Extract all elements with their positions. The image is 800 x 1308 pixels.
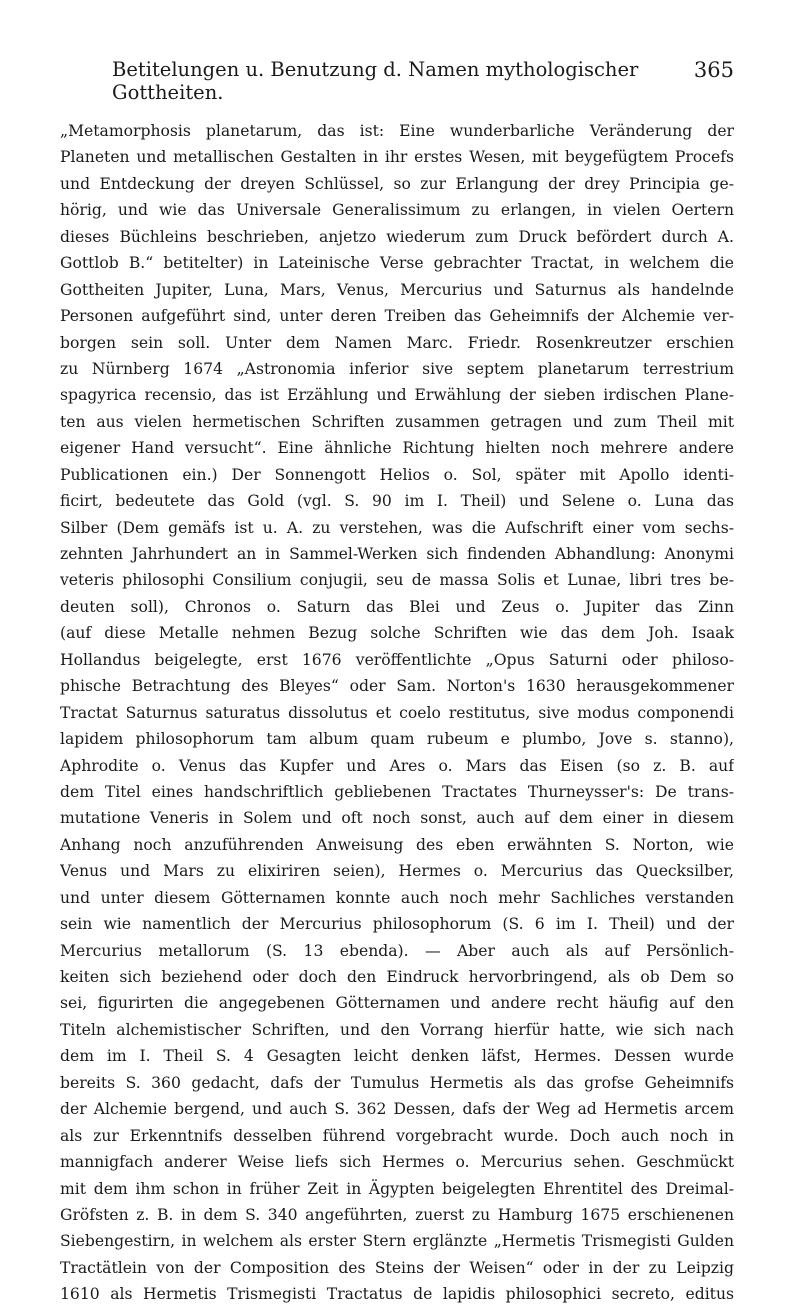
text-line: borgen sein soll. Unter dem Namen Marc. Friedr. Rosenkreutzer erschien xyxy=(60,333,734,352)
text-line: spagyrica recensio, das ist Erzählung und Erwählung der sieben irdischen Plane- xyxy=(60,386,734,405)
text-line: mit dem ihm schon in früher Zeit in Ägypten beigelegten Ehrentitel des Dreimal- xyxy=(60,1179,734,1198)
text-line: Hollandus beigelegte, erst 1676 veröffentlichte „Opus Saturni oder philoso- xyxy=(60,650,734,669)
text-line: sei, figurirten die angegebenen Götternamen und andere recht häufig auf den xyxy=(60,994,734,1013)
text-line: Titeln alchemistischer Schriften, und den Vorrang hierfür hatte, wie sich nach xyxy=(60,1020,734,1039)
text-line: Gottheiten Jupiter, Luna, Mars, Venus, Mercurius und Saturnus als handelnde xyxy=(60,280,734,299)
page-number: 365 xyxy=(693,58,734,82)
text-line: dem Titel eines handschriftlich gebliebenen Tractates Thurneysser's: De trans- xyxy=(60,782,734,801)
text-line: „Metamorphosis planetarum, das ist: Eine wunderbarliche Veränderung der xyxy=(60,122,734,140)
running-header xyxy=(60,58,734,104)
body-text xyxy=(60,118,734,1308)
text-line: (auf diese Metalle nehmen Bezug solche Schriften wie das dem Joh. Isaak xyxy=(60,624,734,643)
text-line: ten aus vielen hermetischen Schriften zusammen getragen und zum Theil mit xyxy=(60,412,734,431)
text-line: mannigfach anderer Weise liefs sich Hermes o. Mercurius sehen. Geschmückt xyxy=(60,1153,734,1172)
text-line: Aphrodite o. Venus das Kupfer und Ares o. Mars das Eisen (so z. B. auf xyxy=(60,756,734,775)
text-line: Anhang noch anzuführenden Anweisung des eben erwähnten S. Norton, wie xyxy=(60,835,734,854)
text-line: mutatione Veneris in Solem und oft noch sonst, auch auf dem einer in diesem xyxy=(60,809,734,828)
text-line: eigener Hand versucht“. Eine ähnliche Richtung hielten noch mehrere andere xyxy=(60,439,734,458)
text-line: Siebengestirn, in welchem als erster Stern erglänzte „Hermetis Trismegisti Gulden xyxy=(60,1232,734,1251)
text-line: Planeten und metallischen Gestalten in ihr erstes Wesen, mit beygefügtem Procefs xyxy=(60,148,734,167)
text-line: Venus und Mars zu elixiriren seien), Hermes o. Mercurius das Quecksilber, xyxy=(60,862,734,881)
text-line: Gottlob B.“ betitelter) in Lateinische Verse gebrachter Tractat, in welchem die xyxy=(60,254,734,273)
text-line: hörig, und wie das Universale Generalissimum zu erlangen, in vielen Oertern xyxy=(60,201,734,220)
text-line: Publicationen ein.) Der Sonnengott Helios o. Sol, später mit Apollo identi- xyxy=(60,465,734,484)
text-line: dem im I. Theil S. 4 Gesagten leicht denken läfst, Hermes. Dessen wurde xyxy=(60,1047,734,1066)
text-line: 1610 als Hermetis Trismegisti Tractatus de lapidis philosophici secreto, editus xyxy=(60,1285,734,1304)
text-line: als zur Erkenntnifs desselben führend vorgebracht wurde. Doch auch noch in xyxy=(60,1126,734,1145)
text-line: veteris philosophi Consilium conjugii, seu de massa Solis et Lunae, libri tres be- xyxy=(60,571,734,590)
text-line: und Entdeckung der dreyen Schlüssel, so zur Erlangung der drey Principia ge- xyxy=(60,174,734,193)
running-title: Betitelungen u. Benutzung d. Namen mythologischer Gottheiten. xyxy=(112,58,639,104)
text-line: Personen aufgeführt sind, unter deren Treiben das Geheimnifs der Alchemie ver- xyxy=(60,307,734,326)
text-line: sein wie namentlich der Mercurius philosophorum (S. 6 im I. Theil) und der xyxy=(60,915,734,934)
text-line: zehnten Jahrhundert an in Sammel-Werken sich findenden Abhandlung: Anonymi xyxy=(60,545,734,563)
text-line: deuten soll), Chronos o. Saturn das Blei und Zeus o. Jupiter das Zinn xyxy=(60,597,734,616)
text-line: Tractätlein von der Composition des Steins der Weisen“ oder in der zu Leipzig xyxy=(60,1258,734,1277)
text-line: dieses Büchleins beschrieben, anjetzo wiederum zum Druck befördert durch A. xyxy=(60,227,734,246)
text-line: und unter diesem Götternamen konnte auch noch mehr Sachliches verstanden xyxy=(60,888,734,907)
text-line: Mercurius metallorum (S. 13 ebenda). — Aber auch als auf Persönlich- xyxy=(60,941,734,960)
text-line: zu Nürnberg 1674 „Astronomia inferior sive septem planetarum terrestrium xyxy=(60,359,734,378)
text-line: der Alchemie bergend, und auch S. 362 Dessen, dafs der Weg ad Hermetis arcem xyxy=(60,1100,734,1119)
text-line: keiten sich beziehend oder doch den Eindruck hervorbringend, als ob Dem so xyxy=(60,968,734,986)
text-line: Silber (Dem gemäfs ist u. A. zu verstehen, was die Aufschrift einer vom sechs- xyxy=(60,518,734,537)
text-line: Tractat Saturnus saturatus dissolutus et coelo restitutus, sive modus componendi xyxy=(60,703,734,722)
text-line: lapidem philosophorum tam album quam rubeum e plumbo, Jove s. stanno), xyxy=(60,730,734,749)
text-line: ficirt, bedeutete das Gold (vgl. S. 90 im I. Theil) und Selene o. Luna das xyxy=(60,492,734,511)
text-line: phische Betrachtung des Bleyes“ oder Sam. Norton's 1630 herausgekommener xyxy=(60,677,734,696)
text-line: bereits S. 360 gedacht, dafs der Tumulus Hermetis als das grofse Geheimnifs xyxy=(60,1073,734,1092)
text-line: Gröfsten z. B. in dem S. 340 angeführten, zuerst zu Hamburg 1675 erschienenen xyxy=(60,1205,734,1224)
